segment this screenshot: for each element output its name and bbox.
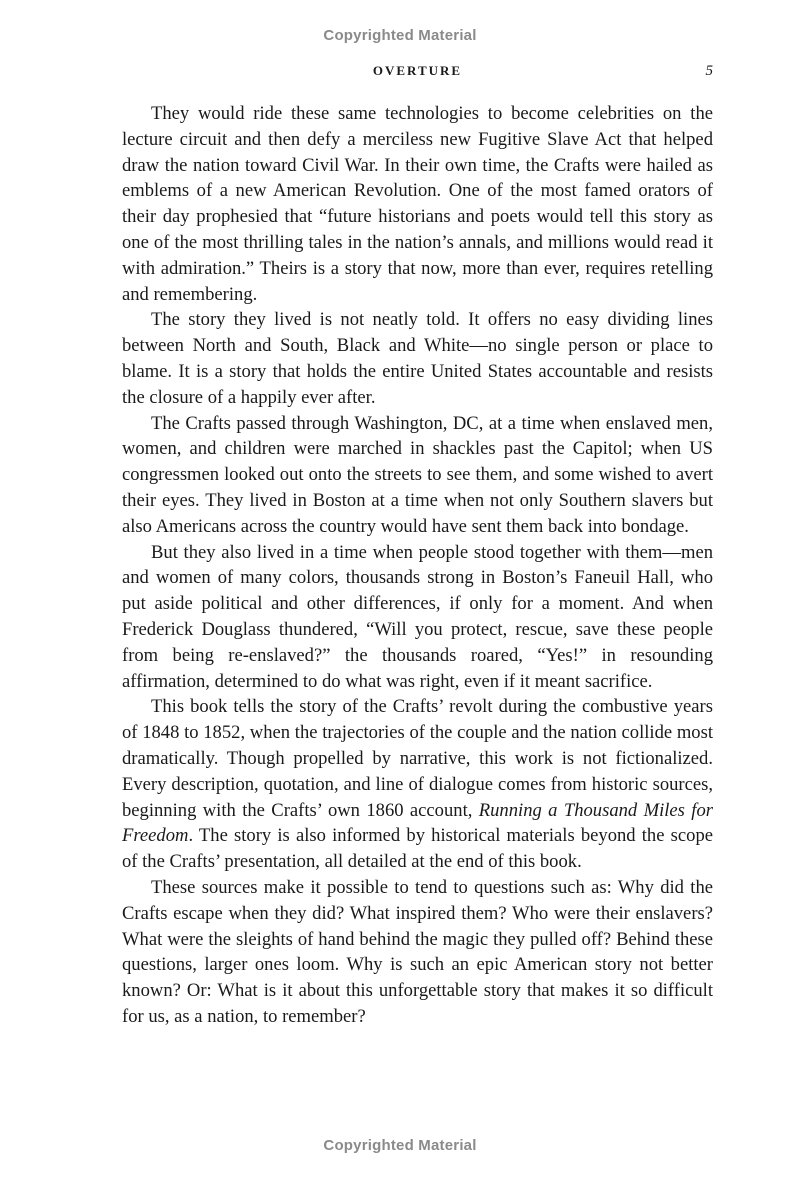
body-text [122,101,713,1030]
paragraph-text: This book tells the story of the Crafts’ revolt during the combustive years of 1848 to 1852, when the trajectories of the couple and the nation collide most dramatically. Though propelled by narrative, this work is not fictionalized. Every description, quotation, and line of dialogue comes from historic sources, beginning with the Crafts’ own 1860 account, [122,696,713,821]
paragraph: The story they lived is not neatly told. It offers no easy dividing lines between North and South, Black and White—no single person or place to blame. It is a story that holds the entire United States accountable and resists the closure of a happily ever after. [122,309,713,408]
paragraph: They would ride these same technologies to become celebrities on the lecture circuit and then defy a merciless new Fugitive Slave Act that helped draw the nation toward Civil War. In their own time, the Crafts were hailed as emblems of a new American Revolution. One of the most famed orators of their day prophesied that “future historians and poets would tell this story as one of the most thrilling tales in the nation’s annals, and millions would read it with admiration.” Theirs is a story that now, more than ever, requires retelling and remembering. [122,103,713,305]
paragraph [122,694,713,875]
page-number: 5 [705,63,713,79]
book-title: Running a Thousand Miles for Freedom [122,799,714,847]
running-header [122,63,713,83]
paragraph-text: . The story is also informed by historical materials beyond the scope of the Crafts’ presentation, all detailed at the end of this book. [122,825,713,873]
copyright-watermark-top: Copyrighted Material [323,27,477,44]
paragraph: These sources make it possible to tend to questions such as: Why did the Crafts escape when they did? What inspired them? Who were their enslavers? What were the sleights of hand behind the magic they pulled off? Behind these questions, larger ones loom. Why is such an epic American story not better known? Or: What is it about this unforgettable story that makes it so difficult for us, as a nation, to remember? [122,876,713,1027]
paragraph: The Crafts passed through Washington, DC, at a time when enslaved men, women, and children were marched in shackles past the Capitol; when US congressmen looked out onto the streets to see them, and some wished to avert their eyes. They lived in Boston at a time when not only Southern slavers but also Americans across the country would have sent them back into bondage. [122,412,713,537]
copyright-watermark-bottom: Copyrighted Material [323,1137,477,1154]
chapter-title: OVERTURE [372,63,463,78]
paragraph: But they also lived in a time when people stood together with them—men and women of many colors, thousands strong in Boston’s Faneuil Hall, who put aside political and other differences, if only for a moment. And when Frederick Douglass thundered, “Will you protect, rescue, save these people from being re-enslaved?” the thousands roared, “Yes!” in resounding affirmation, determined to do what was right, even if it meant sacrifice. [122,541,713,692]
